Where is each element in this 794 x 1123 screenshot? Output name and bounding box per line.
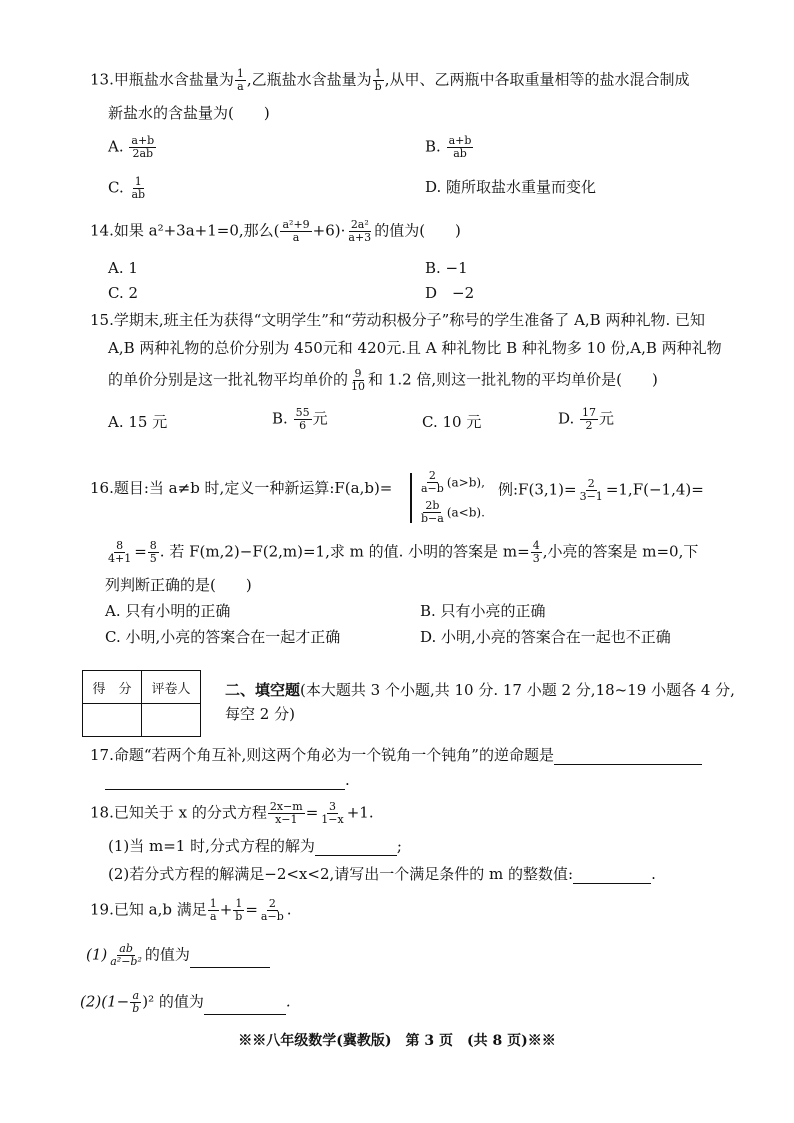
q19-part-1: (1) $\frac{ab}{\text{a²−b²}}$ 的值为 xyxy=(86,943,270,968)
q16-option-b[interactable]: B. 只有小亮的正确 xyxy=(420,602,546,620)
grader-cell[interactable] xyxy=(142,704,201,737)
grader-header: 评卷人 xyxy=(142,671,201,704)
q16-case-2: $\frac{2b}{b-a}$ (a<b). xyxy=(421,499,485,525)
q14-option-a[interactable]: A. 1 xyxy=(108,259,138,277)
q18-part-1: (1)当 m=1 时,分式方程的解为 ; xyxy=(108,837,402,855)
q15-stem-line3: 的单价分别是这一批礼物平均单价的 $\frac{9}{10}$ 和 1.2 倍,则这一批礼物的平均单价是( ) xyxy=(108,367,658,393)
score-table xyxy=(82,670,201,737)
q16-example: 例:F(3,1)= $\frac{2}{3-1}$ =1,F(−1,4)= xyxy=(498,477,704,503)
fraction: $\frac{1}{a}$ xyxy=(236,67,244,93)
q15-option-b[interactable]: B. $\frac{55}{6}$ 元 xyxy=(272,406,328,432)
q13-option-c[interactable]: C. $\frac{1}{ab}$ xyxy=(108,175,146,201)
q15-option-d[interactable]: D. $\frac{17}{2}$ 元 xyxy=(558,406,615,432)
q14-option-c[interactable]: C. 2 xyxy=(108,284,139,302)
q16-option-d[interactable]: D. 小明,小亮的答案合在一起也不正确 xyxy=(420,628,671,646)
q13-option-d[interactable]: D. 随所取盐水重量而变化 xyxy=(425,178,597,196)
q16-stem-line2: $\frac{8}{4+1}$ = $\frac{8}{5}$ . 若 F(m,2)−F(2,m)=1,求 m 的值. 小明的答案是 m= $\frac{4}{3}$ ,小亮的答案是 m=0,下 xyxy=(108,539,699,565)
q15-stem-line2: A,B 两种礼物的总价分别为 450元和 420元.且 A 种礼物比 B 种礼物多 10 份,A,B 两种礼物 xyxy=(108,339,722,357)
q14-stem: 14.如果 a²+3a+1=0,那么( $\frac{\text{a²+9}}{a}$ +6)· $\frac{\text{2a²}}{a+3}$ 的值为( ) xyxy=(90,218,461,244)
q13-option-a[interactable]: A. $\frac{a+b}{2ab}$ xyxy=(108,134,155,160)
q17-answer-blank[interactable] xyxy=(554,750,702,765)
q15-option-c[interactable]: C. 10 元 xyxy=(422,413,482,431)
q15-option-a[interactable]: A. 15 元 xyxy=(108,413,168,431)
q16-option-a[interactable]: A. 只有小明的正确 xyxy=(105,602,231,620)
q13-stem: 13.甲瓶盐水含盐量为 $\frac{1}{a}$ ,乙瓶盐水含盐量为 $\frac{1}{b}$ ,从甲、乙两瓶中各取重量相等的盐水混合制成 xyxy=(90,67,690,93)
section-heading: 二、填空题(本大题共 3 个小题,共 10 分. 17 小题 2 分,18~19 小题各 4 分, xyxy=(225,681,735,699)
q16-stem-prefix: 16.题目:当 a≠b 时,定义一种新运算:F(a,b)= xyxy=(90,479,393,497)
q13-option-b[interactable]: B. $\frac{a+b}{ab}$ xyxy=(425,134,472,160)
q18-1-answer-blank[interactable] xyxy=(315,841,397,856)
q17-stem-line2: . xyxy=(105,770,350,790)
score-header: 得 分 xyxy=(83,671,142,704)
q18-part-2: (2)若分式方程的解满足−2<x<2,请写出一个满足条件的 m 的整数值: . xyxy=(108,865,656,883)
q19-1-answer-blank[interactable] xyxy=(190,953,270,968)
q17-answer-blank-2[interactable] xyxy=(105,775,345,790)
q16-stem-line3: 列判断正确的是( ) xyxy=(105,576,252,594)
q14-option-b[interactable]: B. −1 xyxy=(425,259,468,277)
q19-2-answer-blank[interactable] xyxy=(204,1000,286,1015)
q18-2-answer-blank[interactable] xyxy=(573,869,651,884)
page-footer: ※※八年级数学(冀教版) 第 3 页 (共 8 页)※※ xyxy=(238,1033,556,1049)
piecewise-brace xyxy=(410,473,416,523)
q17-stem: 17.命题“若两个角互补,则这两个角必为一个锐角一个钝角”的逆命题是 xyxy=(90,745,702,765)
q15-stem-line1: 15.学期末,班主任为获得“文明学生”和“劳动积极分子”称号的学生准备了 A,B 两种礼物. 已知 xyxy=(90,311,705,329)
q19-stem: 19.已知 a,b 满足 $\frac{1}{a}$ + $\frac{1}{b}$ = $\frac{2}{a-b}$ . xyxy=(90,897,292,923)
section-heading-line2: 每空 2 分) xyxy=(225,705,295,723)
q18-stem: 18.已知关于 x 的分式方程 $\frac{2x-m}{x-1}$ = $\frac{3}{1-x}$ +1. xyxy=(90,800,374,826)
q19-part-2: (2)(1− $\frac{a}{b}$ )² 的值为 . xyxy=(80,989,291,1015)
q14-option-d[interactable]: D −2 xyxy=(425,284,475,302)
score-cell[interactable] xyxy=(83,704,142,737)
q16-case-1: $\frac{2}{a-b}$ (a>b), xyxy=(421,469,485,495)
q16-option-c[interactable]: C. 小明,小亮的答案合在一起才正确 xyxy=(105,628,341,646)
q13-stem-line2: 新盐水的含盐量为( ) xyxy=(108,104,270,122)
fraction: $\frac{1}{b}$ xyxy=(374,67,382,93)
